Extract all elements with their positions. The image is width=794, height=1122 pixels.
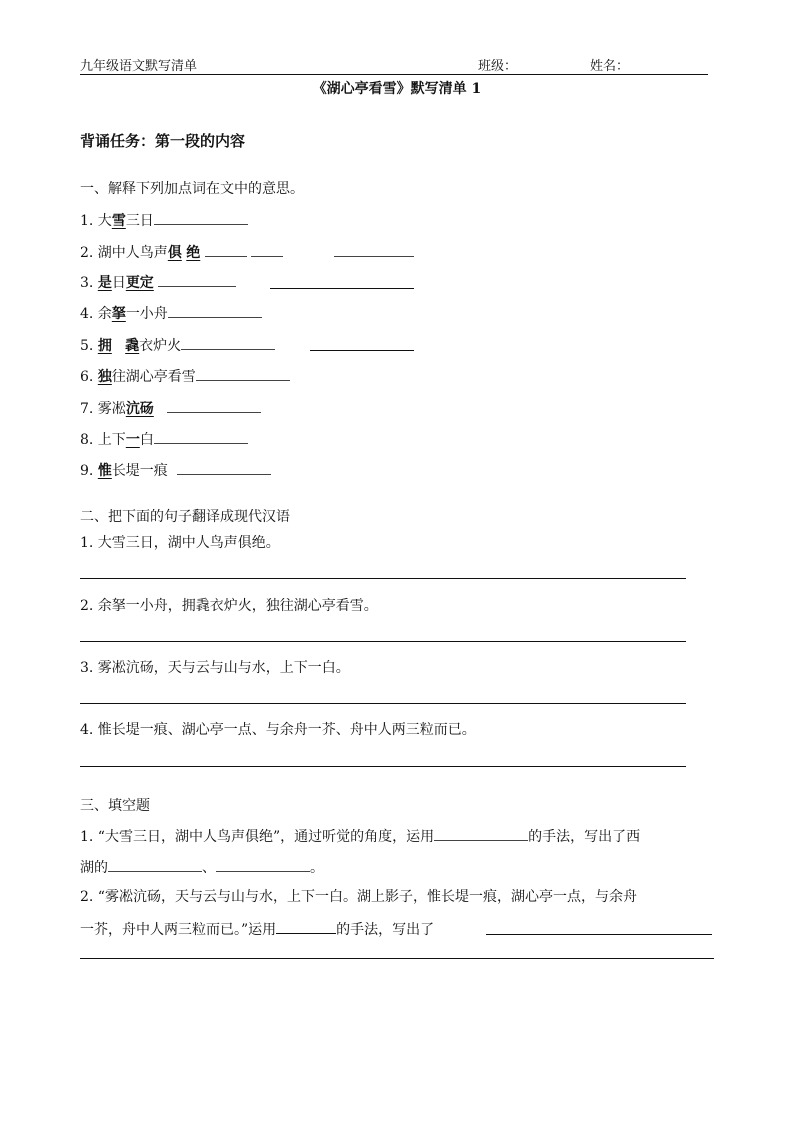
dotted-word: 沆砀 xyxy=(125,401,154,417)
dotted-word: 独 xyxy=(97,369,112,385)
dotted-word: 绝 xyxy=(186,245,201,261)
answer-blank[interactable] xyxy=(205,242,247,257)
s3-q2-line2: 一芥，舟中人两三粒而已。”运用 的手法，写出了 xyxy=(80,919,434,939)
answer-blank[interactable] xyxy=(434,826,528,841)
s1-item-1: 1. 大雪三日 xyxy=(80,210,248,230)
dotted-word: 拥 xyxy=(97,338,112,354)
s1-item-2: 2. 湖中人鸟声俱 绝 xyxy=(80,242,283,262)
answer-line[interactable] xyxy=(80,641,686,642)
answer-blank[interactable] xyxy=(196,366,290,381)
s2-item-1: 1. 大雪三日，湖中人鸟声俱绝。 xyxy=(80,535,280,551)
s3-q1-line1: 1. “大雪三日，湖中人鸟声俱绝”，通过听觉的角度，运用 的手法，写出了西 xyxy=(80,826,640,846)
dotted-word: 拏 xyxy=(111,306,126,322)
answer-blank[interactable] xyxy=(108,857,202,872)
dotted-word: 更定 xyxy=(125,275,154,291)
answer-blank[interactable] xyxy=(270,288,414,289)
s3-q2-line1: 2. “雾凇沆砀，天与云与山与水，上下一白。湖上影子，惟长堤一痕，湖心亭一点，与余舟 xyxy=(80,889,637,905)
dotted-word: 毳 xyxy=(125,338,140,354)
answer-blank[interactable] xyxy=(310,350,414,351)
section3-heading: 三、填空题 xyxy=(80,798,150,814)
answer-blank[interactable] xyxy=(276,919,336,934)
dotted-word: 一 xyxy=(125,432,140,448)
s1-item-3: 3. 是日更定 xyxy=(80,272,236,292)
answer-blank[interactable] xyxy=(177,460,271,475)
class-label: 班级： xyxy=(478,59,518,74)
s2-item-4: 4. 惟长堤一痕、湖心亭一点、与余舟一芥、舟中人两三粒而已。 xyxy=(80,722,476,738)
s1-item-7: 7. 雾凇沆砀 xyxy=(80,398,261,418)
s1-item-6: 6. 独往湖心亭看雪 xyxy=(80,366,290,386)
answer-blank[interactable] xyxy=(168,303,262,318)
dotted-word: 俱 xyxy=(167,245,182,261)
answer-blank[interactable] xyxy=(158,272,236,287)
answer-blank[interactable] xyxy=(154,210,248,225)
name-label: 姓名： xyxy=(590,59,630,74)
answer-blank[interactable] xyxy=(167,398,261,413)
answer-blank[interactable] xyxy=(216,857,310,872)
section2-heading: 二、把下面的句子翻译成现代汉语 xyxy=(80,509,290,525)
task-line: 背诵任务：第一段的内容 xyxy=(80,132,246,150)
s3-q1-line2: 湖的 、 。 xyxy=(80,857,324,877)
answer-blank[interactable] xyxy=(181,335,275,350)
dotted-word: 雪 xyxy=(111,213,126,229)
answer-line[interactable] xyxy=(80,578,686,579)
answer-blank[interactable] xyxy=(334,242,414,257)
s1-item-5: 5. 拥 毳衣炉火 xyxy=(80,335,275,355)
page-title: 《湖心亭看雪》默写清单 1 xyxy=(312,81,482,97)
answer-blank[interactable] xyxy=(154,429,248,444)
s2-item-2: 2. 余拏一小舟，拥毳衣炉火，独往湖心亭看雪。 xyxy=(80,598,378,614)
answer-blank[interactable] xyxy=(251,242,283,257)
s1-item-8: 8. 上下一白 xyxy=(80,429,248,449)
answer-line[interactable] xyxy=(80,703,686,704)
header-left: 九年级语文默写清单 xyxy=(80,59,198,74)
dotted-word: 是 xyxy=(97,275,112,291)
header-rule xyxy=(80,74,708,75)
s2-item-3: 3. 雾凇沆砀，天与云与山与水，上下一白。 xyxy=(80,660,350,676)
answer-line[interactable] xyxy=(80,958,714,959)
answer-line[interactable] xyxy=(486,934,712,935)
dotted-word: 惟 xyxy=(97,463,112,479)
answer-line[interactable] xyxy=(80,766,686,767)
s1-item-9: 9. 惟长堤一痕 xyxy=(80,460,271,480)
s1-item-4: 4. 余拏一小舟 xyxy=(80,303,262,323)
section1-heading: 一、解释下列加点词在文中的意思。 xyxy=(80,181,304,197)
